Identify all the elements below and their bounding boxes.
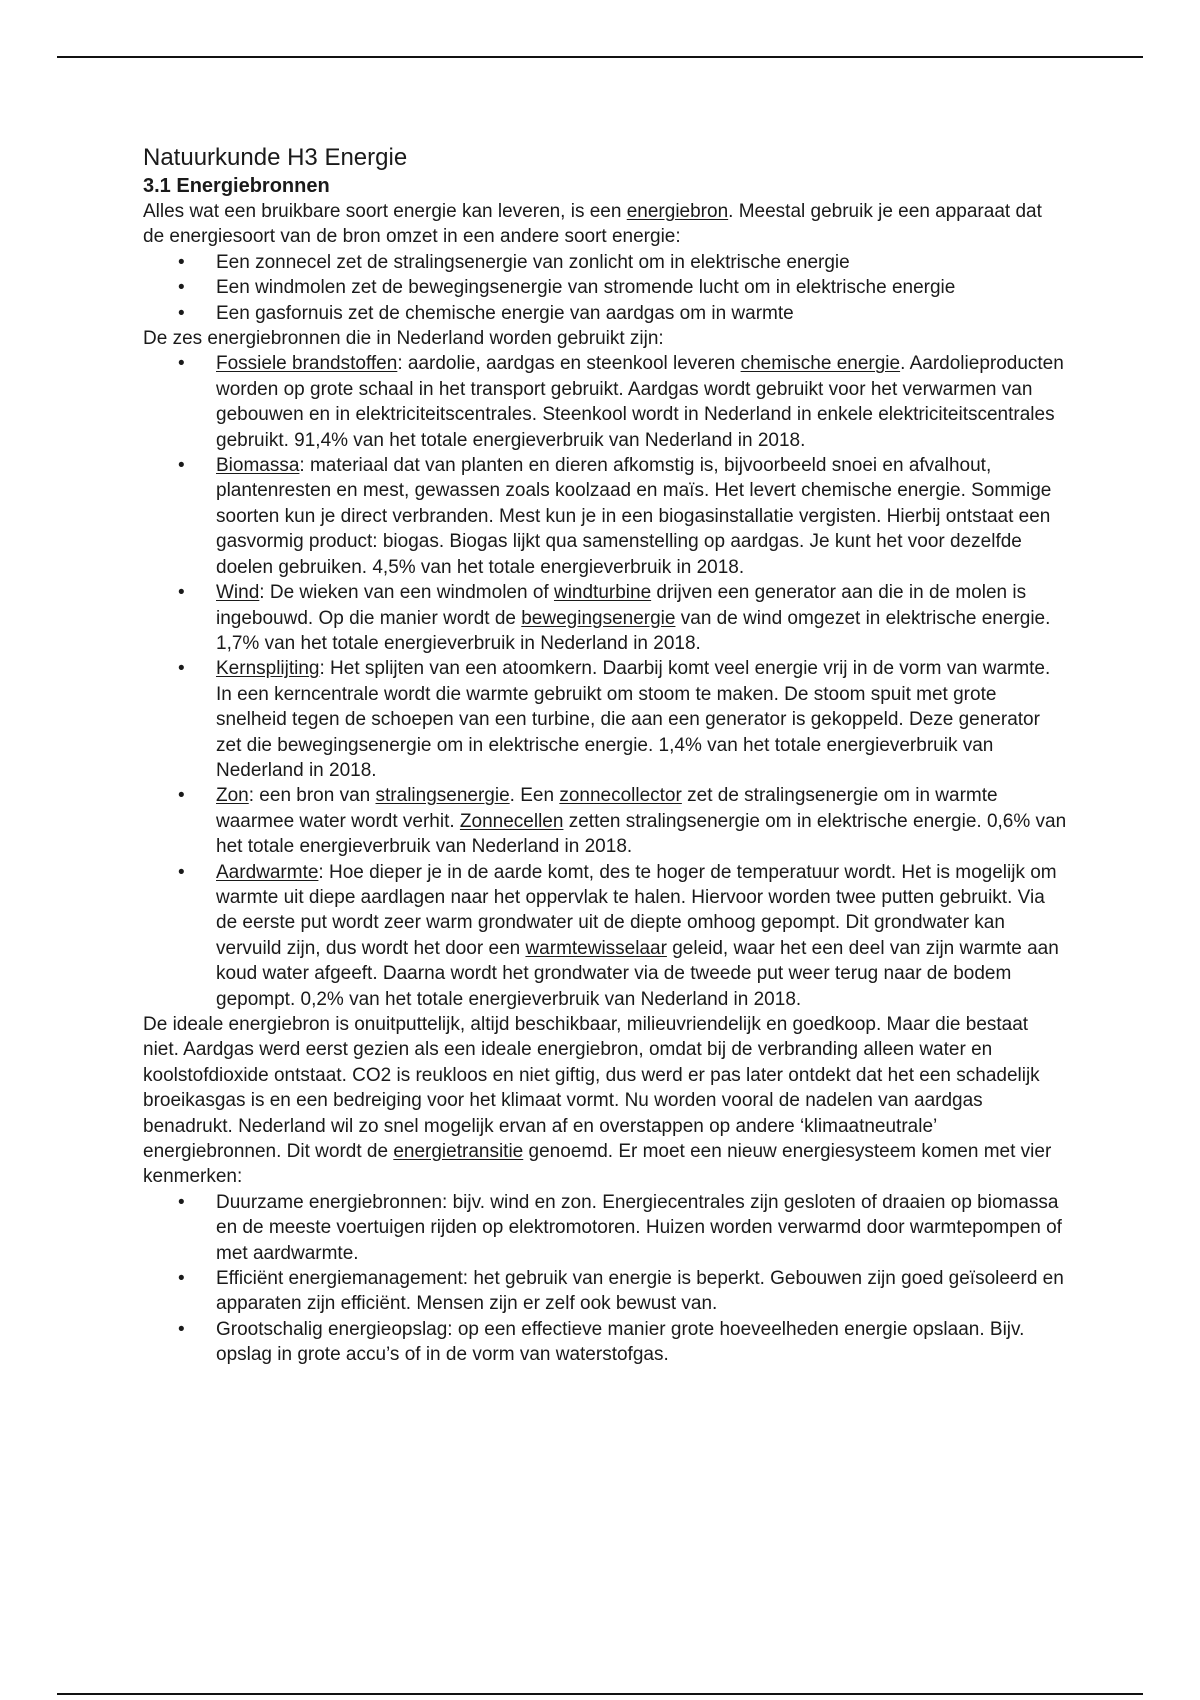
term-warmtewisselaar: warmtewisselaar [525,937,667,959]
sources-list [143,351,1068,1012]
document-body [143,143,1068,1368]
term-energietransitie: energietransitie [393,1141,524,1163]
list-item: • Een windmolen zet de bewegingsenergie van stromende lucht om in elektrische energie [216,275,1068,300]
list-item: • Een zonnecel zet de stralingsenergie van zonlicht om in elektrische energie [216,250,1068,275]
term-bewegingsenergie: bewegingsenergie [521,607,676,629]
list-item: • Efficiënt energiemanagement: het gebruik van energie is beperkt. Gebouwen zijn goed geïsoleerd en apparaten zijn efficiënt. Mensen zijn er zelf ook bewust van. [216,1266,1068,1317]
list-item: • Grootschalig energieopslag: op een effectieve manier grote hoeveelheden energie opslaan. Bijv. opslag in grote accu’s of in de vorm van waterstofgas. [216,1317,1068,1368]
term-windturbine: windturbine [553,582,652,604]
features-list [143,1190,1068,1368]
source-item-biomass: • Biomassa: materiaal dat van planten en dieren afkomstig is, bijvoorbeeld snoei en afvalhout, plantenresten en mest, gewassen zoals koolzaad en maïs. Het levert chemische energie. Sommige soorten kun je direct verbranden. Mest kun je in een biogasinstallatie vergisten. Hierbij ontstaat een gasvormig product: biogas. Biogas lijkt qua samenstelling op aardgas. Je kunt het voor dezelfde doelen gebruiken. 4,5% van het totale energieverbruik in 2018. [216,453,1068,580]
section-heading: 3.1 Energiebronnen [143,175,330,197]
term-kernsplijting: Kernsplijting [216,658,320,680]
term-energiebron: energiebron [626,201,729,222]
term-zonnecollector: zonnecollector [559,785,682,807]
source-item-fission: • Kernsplijting: Het splijten van een atoomkern. Daarbij komt veel energie vrij in de vorm van warmte. In een kerncentrale wordt die warmte gebruikt om stoom te maken. De stoom spuit met grote snelheid tegen de schoepen van een turbine, die aan een generator is gekoppeld. Deze generator zet die bewegingsenergie om in elektrische energie. 1,4% van het totale energieverbruik van Nederland in 2018. [216,656,1068,783]
source-item-wind: • Wind: De wieken van een windmolen of windturbine drijven een generator aan die in de molen is ingebouwd. Op die manier wordt de bewegingsenergie van de wind omgezet in elektrische energie. 1,7% van het totale energieverbruik in Nederland in 2018. [216,580,1068,656]
document-title: Natuurkunde H3 Energie [143,144,408,171]
term-chemische-energie: chemische energie [740,353,901,375]
source-item-fossil: • Fossiele brandstoffen: aardolie, aardgas en steenkool leveren chemische energie. Aardolieproducten worden op grote schaal in het transport gebruikt. Aardgas wordt gebruikt voor het verwarmen van gebouwen en in elektriciteitscentrales. Steenkool wordt in Nederland in enkele elektriciteitscentrales gebruikt. 91,4% van het totale energieverbruik van Nederland in 2018. [216,351,1068,453]
list-item: • Een gasfornuis zet de chemische energie van aardgas om in warmte [216,301,1068,326]
source-item-geothermal: • Aardwarmte: Hoe dieper je in de aarde komt, des te hoger de temperatuur wordt. Het is mogelijk om warmte uit diepe aardlagen naar het oppervlak te halen. Hiervoor worden twee putten gebruikt. Via de eerste put wordt zeer warm grondwater uit de diepte omhoog gepompt. Dit grondwater kan vervuild zijn, dus wordt het door een warmtewisselaar geleid, waar het een deel van zijn warmte aan koud water afgeeft. Daarna wordt het grondwater via de tweede put weer terug naar de bodem gepompt. 0,2% van het totale energieverbruik van Nederland in 2018. [216,860,1068,1012]
bottom-rule [57,1693,1143,1695]
top-rule [57,56,1143,58]
term-biomassa: Biomassa [216,455,300,477]
term-wind: Wind [216,582,260,604]
source-item-sun: • Zon: een bron van stralingsenergie. Een zonnecollector zet de stralingsenergie om in warmte waarmee water wordt verhit. Zonnecellen zetten stralingsenergie om in elektrische energie. 0,6% van het totale energieverbruik van Nederland in 2018. [216,783,1068,859]
term-zonnecellen: Zonnecellen [459,810,564,832]
term-stralingsenergie: stralingsenergie [375,785,510,807]
examples-list [143,250,1068,326]
term-zon: Zon [216,785,249,807]
term-aardwarmte: Aardwarmte [216,861,319,883]
term-fossiele-brandstoffen: Fossiele brandstoffen [216,353,398,375]
sources-intro: De zes energiebronnen die in Nederland worden gebruikt zijn: [143,328,664,350]
list-item: • Duurzame energiebronnen: bijv. wind en zon. Energiecentrales zijn gesloten of draaien op biomassa en de meeste voertuigen rijden op elektromotoren. Huizen worden verwarmd door warmtepompen of met aardwarmte. [216,1190,1068,1266]
intro-paragraph: Alles wat een bruikbare soort energie kan leveren, is een energiebron. Meestal gebruik je een apparaat dat de energiesoort van de bron omzet in een andere soort energie: [143,201,1042,248]
ideal-paragraph: De ideale energiebron is onuitputtelijk, altijd beschikbaar, milieuvriendelijk en goedkoop. Maar die bestaat niet. Aardgas werd eerst gezien als een ideale energiebron, omdat bij de verbranding alleen water en koolstofdioxide ontstaat. CO2 is reukloos en niet giftig, dus werd er pas later ontdekt dat het een schadelijk broeikasgas is en een bedreiging voor het klimaat vormt. Nu worden vooral de nadelen van aardgas benadrukt. Nederland wil zo snel mogelijk ervan af en overstappen op andere ‘klimaatneutrale’ energiebronnen. Dit wordt de energietransitie genoemd. Er moet een nieuw energiesysteem komen met vier kenmerken: [143,1014,1052,1188]
